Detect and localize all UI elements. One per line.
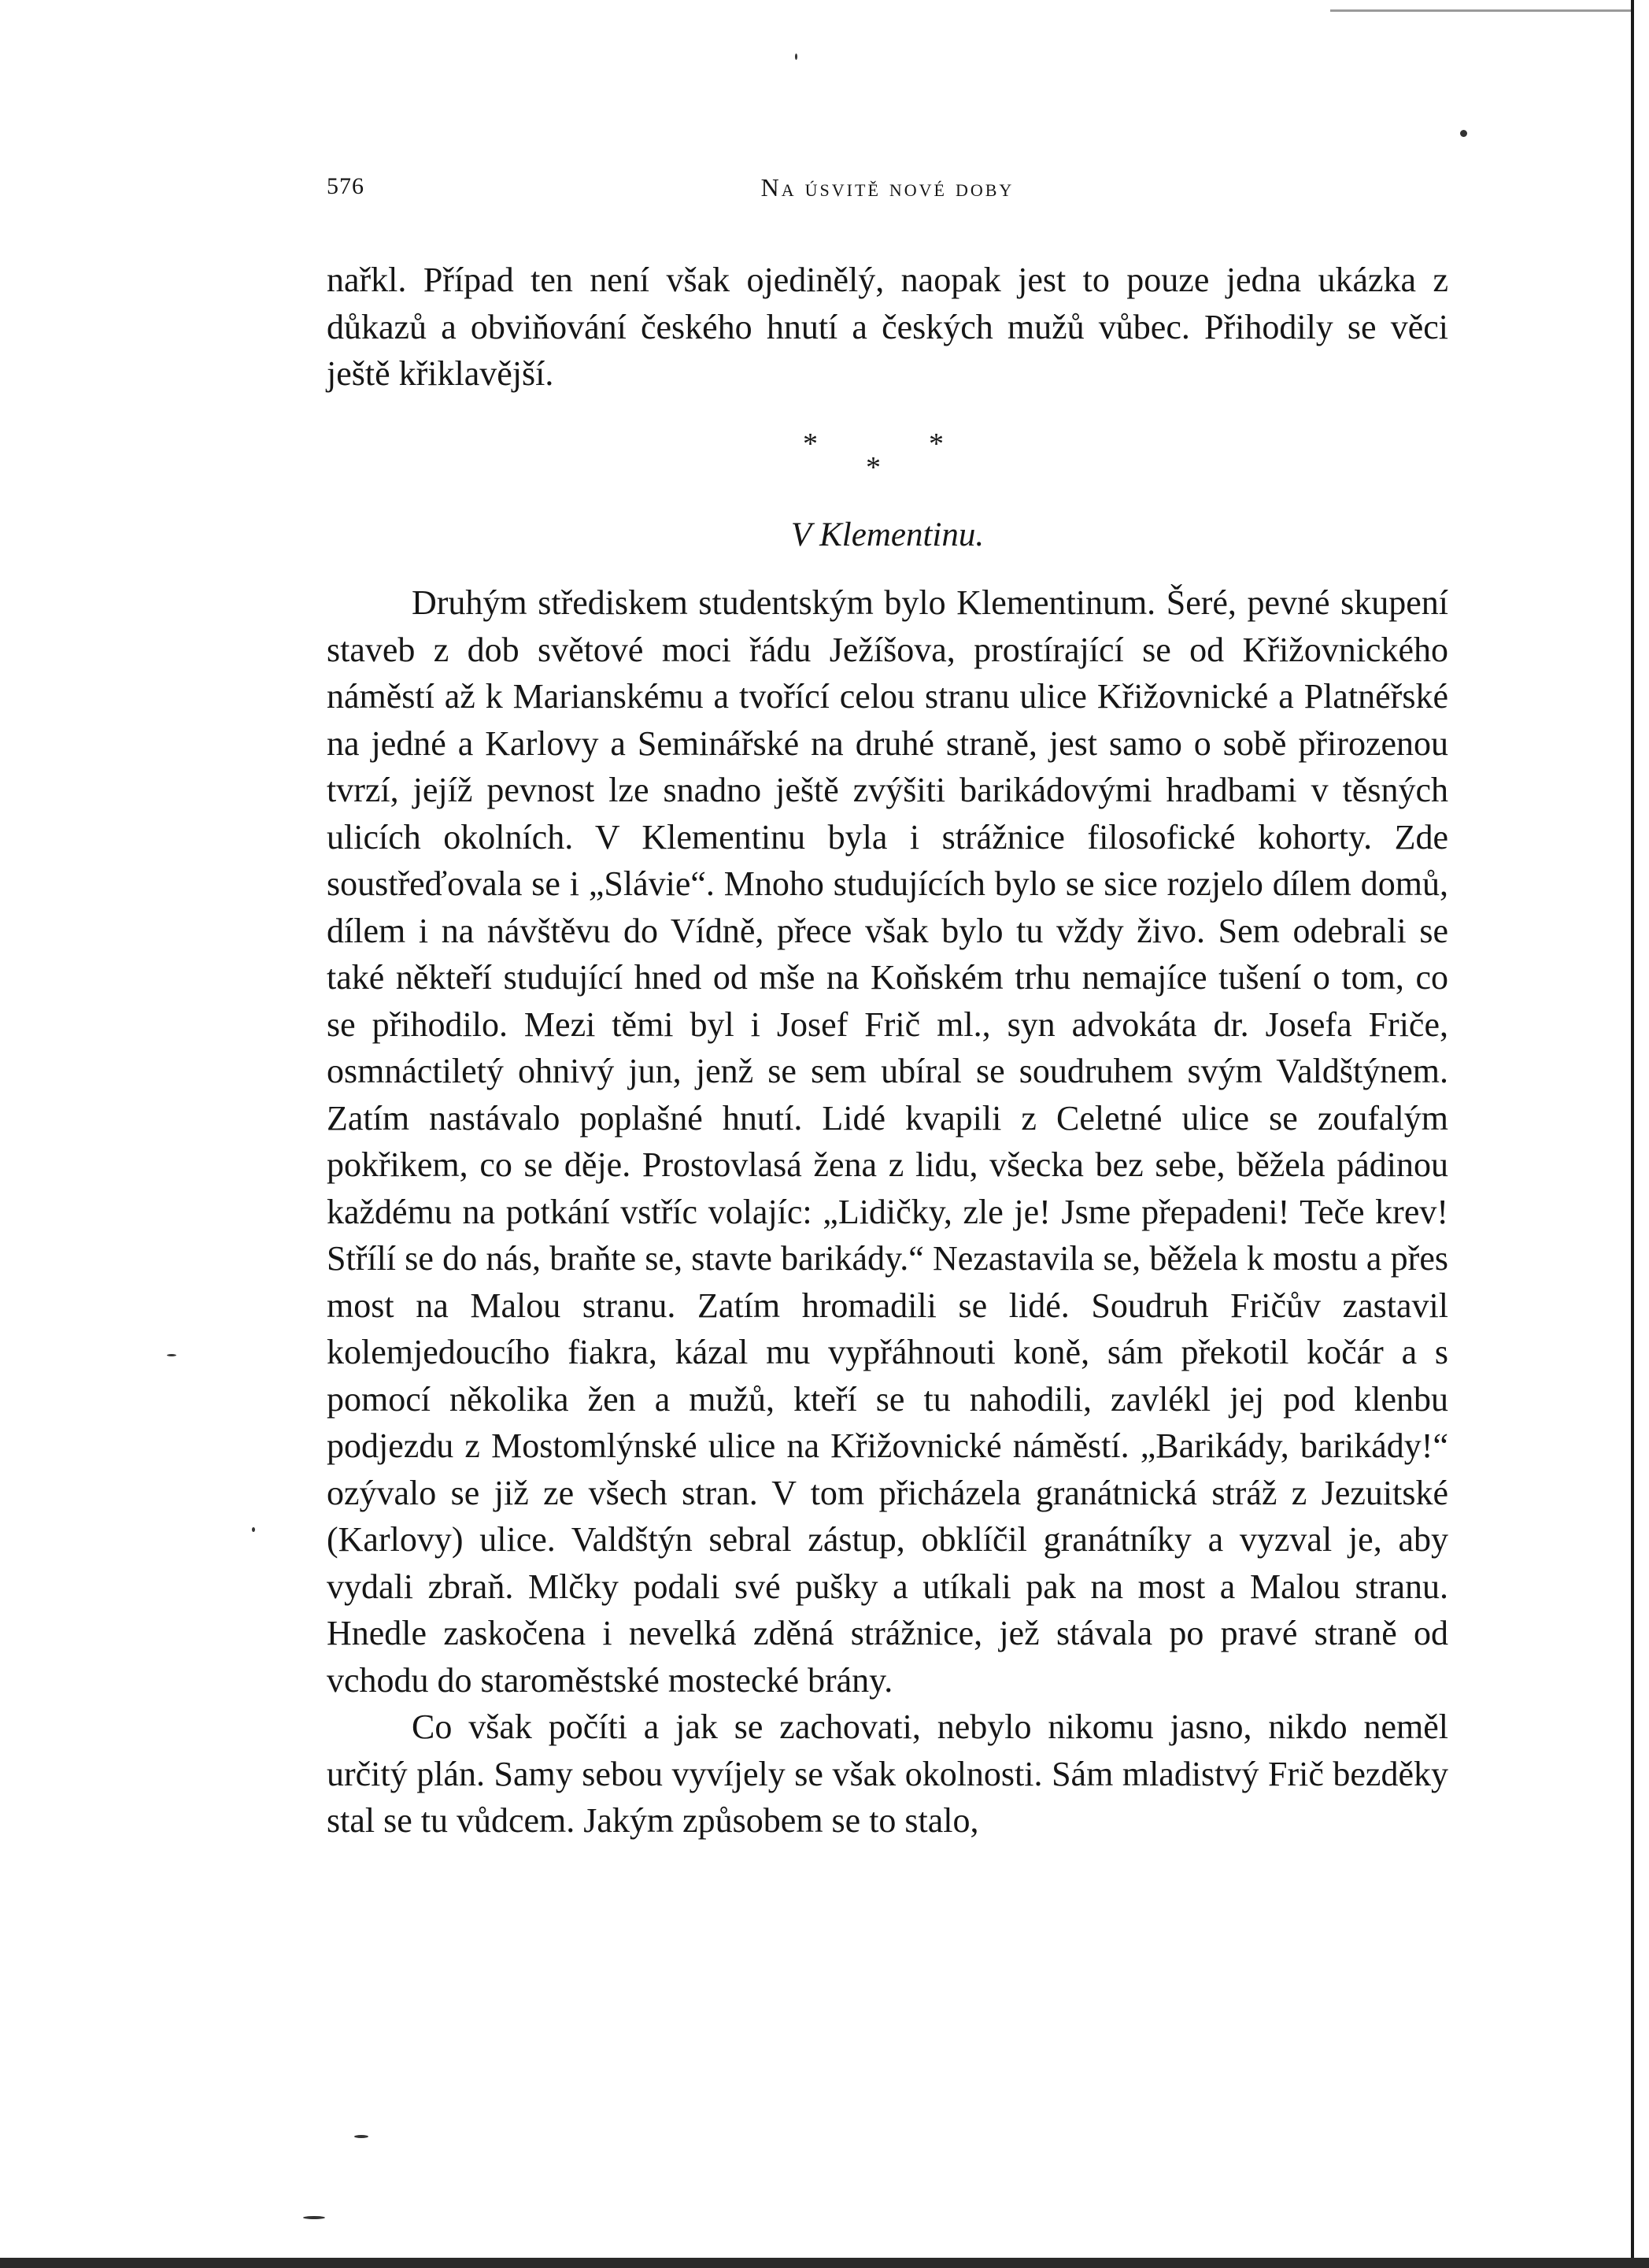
- scan-edge-bottom: [0, 2258, 1649, 2268]
- intro-paragraph: nařkl. Případ ten není však ojedinělý, naopak jest to pouze jedna ukázka z důkazů a obviňování českého hnutí a českých mužů vůbec. Přihodily se věci ještě křiklavější.: [327, 261, 1448, 393]
- scan-speck: [167, 1354, 176, 1356]
- page-header: [327, 173, 1448, 213]
- scan-edge-right: [1631, 0, 1634, 2268]
- scan-speck: [795, 54, 797, 60]
- section-paragraph: Co však počíti a jak se zachovati, nebylo nikomu jasno, nikdo neměl určitý plán. Samy sebou vyvíjely se však okolnosti. Sám mladistvý Frič bezděky stal se tu vůdcem. Jakým způsobem se to stalo,: [327, 1707, 1448, 1840]
- page-number: 576: [327, 173, 364, 199]
- scan-speck: [252, 1527, 255, 1532]
- section-paragraph: Druhým střediskem studentským bylo Klementinum. Šeré, pevné skupení staveb z dob světové moci řádu Ježíšova, prostírající se od Křižovnického náměstí až k Marianskému a tvořící celou stranu ulice Křižovnické a Platnéřské na jedné a Karlovy a Seminářské na druhé straně, jest samo o sobě přirozenou tvrzí, jejíž pevnost lze snadno ještě zvýšiti barikádovými hradbami v těsných ulicích okolních. V Klementinu byla i strážnice filosofické kohorty. Zde soustřeďovala se i „Slávie“. Mnoho studujících bylo se sice rozjelo dílem domů, dílem i na návštěvu do Vídně, přece však bylo tu vždy živo. Sem odebrali se také někteří studující hned od mše na Koňském trhu nemajíce tušení o tom, co se přihodilo. Mezi těmi byl i Josef Frič ml., syn advokáta dr. Josefa Friče, osmnáctiletý ohnivý jun, jenž se sem ubíral se soudruhem svým Valdštýnem. Zatím nastávalo poplašné hnutí. Lidé kvapili z Celetné ulice se zoufalým pokřikem, co se děje. Prostovlasá žena z lidu, všecka bez sebe, běžela pádinou každému na potkání vstříc volajíc: „Lidičky, zle je! Jsme přepadeni! Teče krev! Střílí se do nás, braňte se, stavte barikády.“ Nezastavila se, běžela k mostu a přes most na Malou stranu. Zatím hromadili se lidé. Soudruh Fričův zastavil kolemjedoucího fiakra, kázal mu vypřáhnouti koně, sám překotil kočár a s pomocí několika žen a mužů, kteří se tu nahodili, zavlékl jej pod klenbu podjezdu z Mostomlýnské ulice na Křižovnické náměstí. „Barikády, barikády!“ ozývalo se již ze všech stran. V tom přicházela granátnická stráž z Jezuitské (Karlovy) ulice. Valdštýn sebral zástup, obklíčil granátníky a vyzval je, aby vydali zbraň. Mlčky podali své pušky a utíkali pak na most a Malou stranu. Hnedle zaskočena i nevelká zděná strážnice, jež stávala po pravé straně od vchodu do staroměstské mostecké brány.: [327, 583, 1448, 1700]
- scan-speck: [354, 2135, 368, 2138]
- asterisk-mark: *: [929, 427, 944, 461]
- intro-text-block: [327, 257, 1448, 398]
- asterism-divider: [803, 429, 968, 484]
- scan-edge-top: [1330, 9, 1633, 12]
- asterisk-mark: *: [866, 451, 881, 484]
- scan-speck: [303, 2216, 325, 2219]
- section-body: [327, 579, 1448, 1844]
- section-title: V Klementinu.: [790, 516, 985, 553]
- scan-speck: [1460, 130, 1467, 137]
- asterisk-mark: *: [803, 427, 818, 461]
- running-title: Na úsvitě nové doby: [760, 173, 1015, 202]
